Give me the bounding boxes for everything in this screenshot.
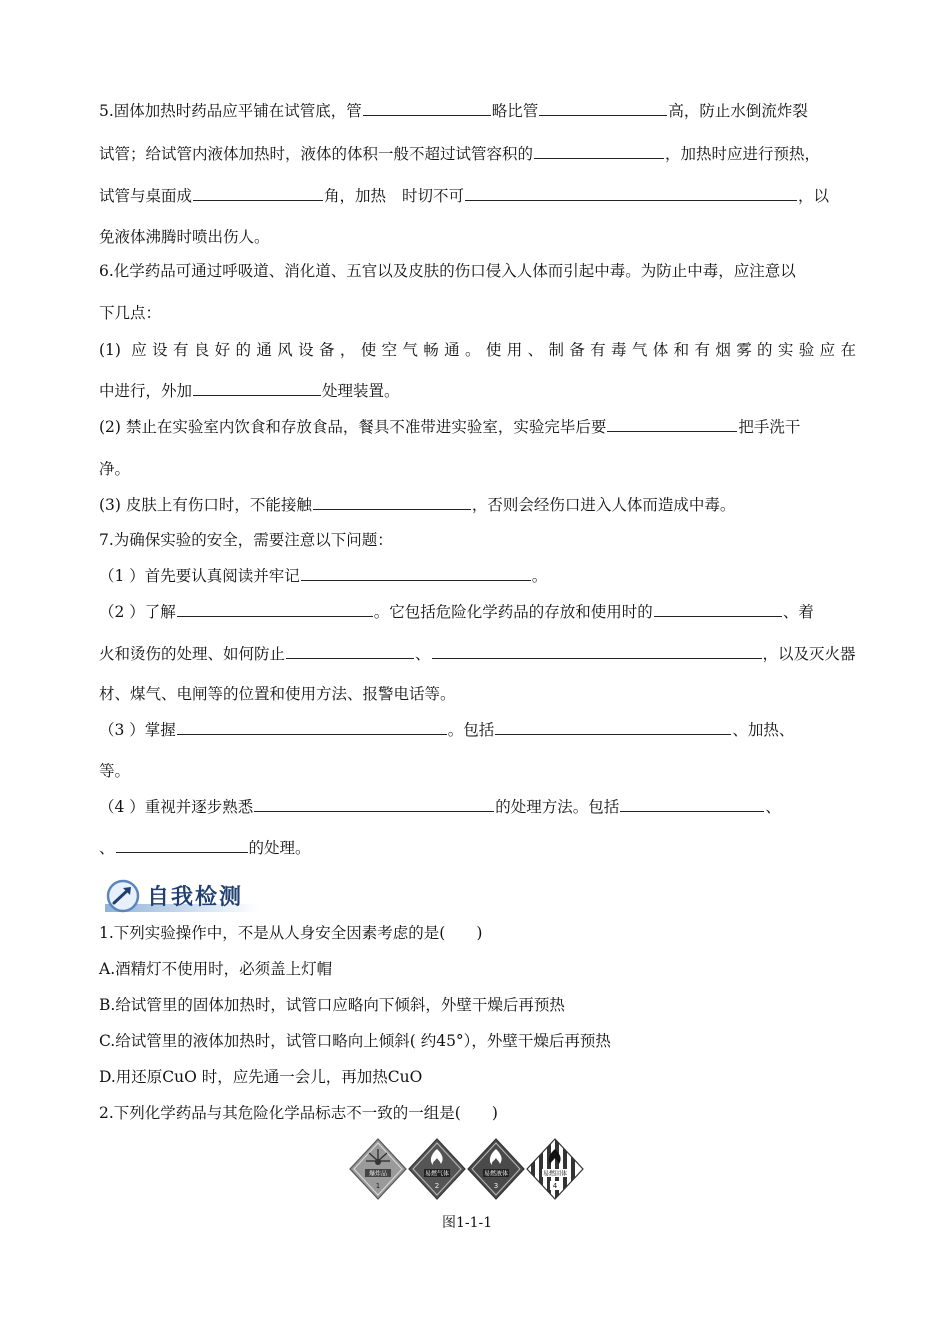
q5-text: 5.固体加热时药品应平铺在试管底，管 — [99, 102, 362, 120]
option-text: B.给试管里的固体加热时，试管口应略向下倾斜，外壁干燥后再预热 — [99, 996, 565, 1014]
q5-text: 略比管 — [491, 102, 539, 120]
q6-text: 6.化学药品可通过呼吸道、消化道、五官以及皮肤的伤口侵入人体而引起中毒。为防止中毒，应注意以 — [99, 262, 796, 280]
q7-item-3-cont — [99, 760, 856, 782]
self-check-heading — [103, 876, 261, 914]
q7-text: 。 — [531, 567, 548, 585]
q7-text: （1 ）首先要认真阅读并牢记 — [99, 567, 300, 585]
answer-blank[interactable] — [193, 380, 321, 396]
q6-text: 下几点： — [99, 304, 162, 322]
answer-blank[interactable] — [254, 796, 494, 812]
sign-label: 爆炸品 — [368, 1170, 388, 1178]
q6-item-1-cont — [99, 380, 856, 402]
q7-item-1 — [99, 565, 856, 587]
q7-text: 的处理。 — [248, 839, 311, 857]
q7-text: （3 ）掌握 — [99, 721, 176, 739]
q5-text: 角，加热 — [324, 187, 387, 205]
q7-item-2 — [99, 601, 856, 623]
sign-label: 易燃液体 — [483, 1170, 509, 1178]
answer-blank[interactable] — [116, 837, 248, 853]
q6-text: 中进行，外加 — [99, 382, 193, 400]
flammable-gas-sign-icon — [409, 1139, 465, 1199]
question-text: 1.下列实验操作中，不是从人身安全因素考虑的是( ) — [99, 924, 483, 942]
q5-line-2 — [99, 143, 856, 165]
sign-number: 2 — [434, 1182, 440, 1190]
q7-text: 材、煤气、电闸等的位置和使用方法、报警电话等。 — [99, 685, 456, 703]
q7-text: 的处理方法。包括 — [495, 798, 620, 816]
q5-text: ，加热时应进行预热， — [665, 145, 821, 163]
sign-label: 易燃固体 — [542, 1170, 568, 1178]
check-q2 — [99, 1102, 856, 1124]
answer-blank[interactable] — [177, 719, 447, 735]
hazard-signs-figure — [348, 1137, 588, 1201]
answer-blank[interactable] — [495, 719, 731, 735]
option-text: C.给试管里的液体加热时，试管口略向上倾斜( 约45°），外壁干燥后再预热 — [99, 1032, 611, 1050]
q7-text: 、 — [99, 839, 115, 857]
q6-text: (3) 皮肤上有伤口时，不能接触 — [99, 496, 312, 514]
q7-text: 、着 — [782, 603, 814, 621]
flammable-solid-sign-icon — [527, 1137, 583, 1201]
check-q1-option-d — [99, 1066, 856, 1088]
q6-item-2 — [99, 416, 856, 438]
answer-blank[interactable] — [313, 494, 471, 510]
q5-text: 试管与桌面成 — [99, 187, 193, 205]
q6-line-2 — [99, 302, 856, 324]
answer-blank[interactable] — [286, 643, 414, 659]
option-text: D.用还原CuO 时，应先通一会儿，再加热CuO — [99, 1068, 423, 1086]
answer-blank[interactable] — [534, 143, 664, 159]
answer-blank[interactable] — [539, 100, 667, 116]
q5-line-1 — [99, 100, 856, 122]
answer-blank[interactable] — [607, 416, 737, 432]
q5-line-4 — [99, 226, 856, 248]
q7-text: 火和烫伤的处理、如何防止 — [99, 645, 286, 663]
answer-blank[interactable] — [654, 601, 782, 617]
q6-text: 处理装置。 — [322, 382, 400, 400]
q6-line-1 — [99, 260, 856, 282]
q6-text: (2) 禁止在实验室内饮食和存放食品，餐具不准带进实验室，实验完毕后要 — [99, 418, 607, 436]
answer-blank[interactable] — [620, 796, 764, 812]
answer-blank[interactable] — [465, 185, 797, 201]
sign-label: 易燃气体 — [424, 1170, 450, 1178]
q6-text: (1) 应设有良好的通风设备，使空气畅通。使用、制备有毒气体和有烟雾的实验应在 — [99, 341, 856, 359]
q7-text: 、加热、 — [732, 721, 795, 739]
q7-item-2-cont2 — [99, 683, 856, 705]
flammable-liquid-sign-icon — [468, 1139, 524, 1199]
q5-line-3 — [99, 185, 856, 207]
q5-text: 高，防止水倒流炸裂 — [668, 102, 808, 120]
answer-blank[interactable] — [193, 185, 323, 201]
check-q1 — [99, 922, 856, 944]
section-title: 自我检测 — [147, 885, 244, 910]
answer-blank[interactable] — [301, 565, 531, 581]
answer-blank[interactable] — [363, 100, 491, 116]
q7-text: （2 ）了解 — [99, 603, 176, 621]
q5-text: 时切不可 — [402, 187, 465, 205]
q5-text: ，以 — [798, 187, 830, 205]
q6-text: 净。 — [99, 460, 131, 478]
option-text: A.酒精灯不使用时，必须盖上灯帽 — [99, 960, 333, 978]
q7-text: （4 ）重视并逐步熟悉 — [99, 798, 254, 816]
q6-text: ，否则会经伤口进入人体而造成中毒。 — [471, 496, 736, 514]
q7-line-1 — [99, 529, 856, 551]
q6-item-1 — [99, 339, 856, 361]
answer-blank[interactable] — [177, 601, 373, 617]
q7-item-4-cont — [99, 837, 856, 859]
q7-text: 7.为确保实验的安全，需要注意以下问题： — [99, 531, 393, 549]
q5-text: 免液体沸腾时喷出伤人。 — [99, 228, 270, 246]
q7-text: 、 — [765, 798, 781, 816]
check-q1-option-c — [99, 1030, 856, 1052]
q5-text: 试管；给试管内液体加热时，液体的体积一般不超过试管容积的 — [99, 145, 534, 163]
question-text: 2.下列化学药品与其危险化学品标志不一致的一组是( ) — [99, 1104, 498, 1122]
q7-text: 等。 — [99, 762, 131, 780]
answer-blank[interactable] — [432, 643, 762, 659]
check-q1-option-a — [99, 958, 856, 980]
q7-text: ，以及灭火器 — [762, 645, 856, 663]
q7-item-2-cont — [99, 643, 856, 665]
check-q1-option-b — [99, 994, 856, 1016]
q7-text: 。它包括危险化学药品的存放和使用时的 — [373, 603, 653, 621]
q7-text: 、 — [415, 645, 431, 663]
sign-number: 3 — [493, 1182, 499, 1190]
sign-number: 1 — [375, 1182, 381, 1190]
explosive-sign-icon — [350, 1139, 406, 1199]
q6-text: 把手洗干 — [738, 418, 801, 436]
q6-item-3 — [99, 494, 856, 516]
q7-text: 。包括 — [447, 721, 495, 739]
q6-item-2-cont — [99, 458, 856, 480]
sign-number: 4 — [552, 1182, 558, 1190]
q7-item-4 — [99, 796, 856, 818]
q7-item-3 — [99, 719, 856, 741]
figure-caption: 图1-1-1 — [442, 1215, 493, 1231]
